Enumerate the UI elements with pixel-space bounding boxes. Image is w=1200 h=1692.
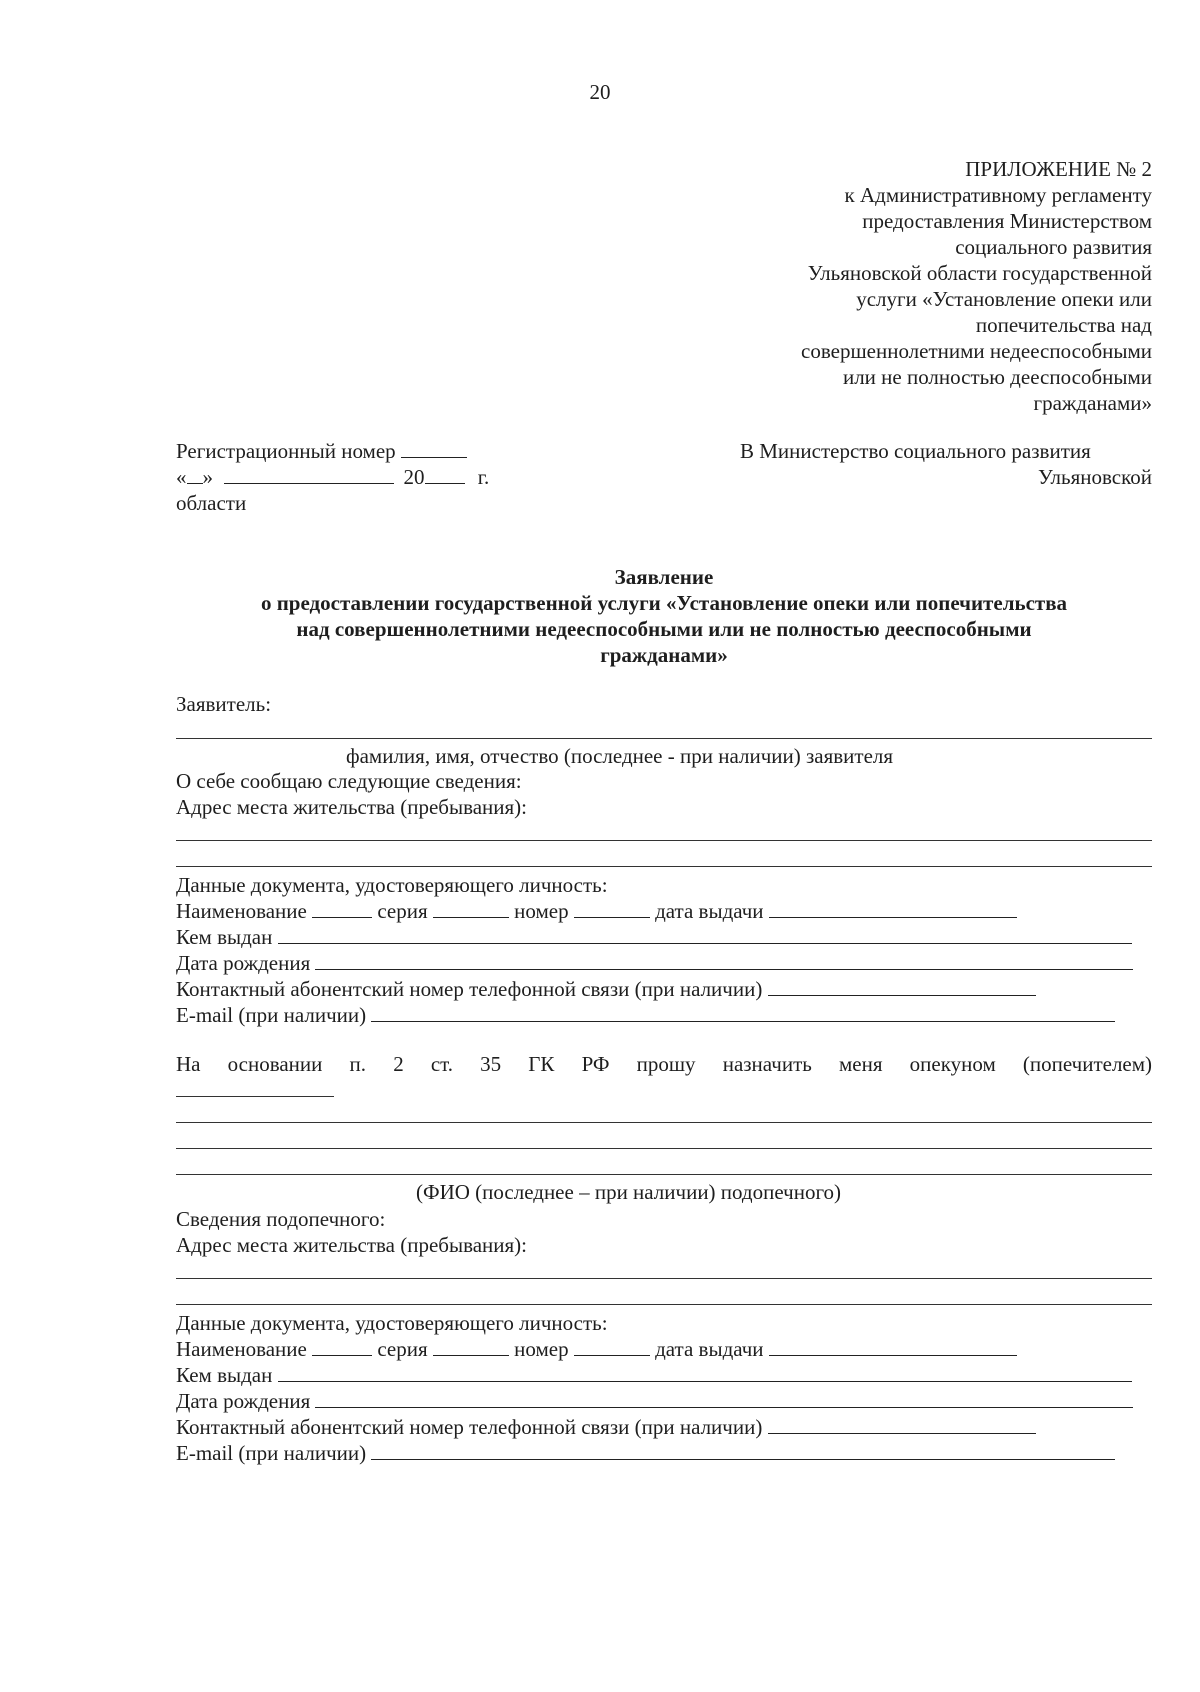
birth-date-field[interactable] bbox=[315, 951, 1133, 970]
registration-number-label: Регистрационный номер bbox=[176, 439, 396, 463]
request-word: назначить bbox=[722, 1052, 812, 1076]
month-field[interactable] bbox=[224, 465, 394, 484]
issued-by-field[interactable] bbox=[278, 925, 1132, 944]
heading-line: гражданами» bbox=[600, 643, 728, 667]
email-label: E-mail (при наличии) bbox=[176, 1003, 367, 1027]
request-word: основании bbox=[227, 1052, 323, 1076]
doc-series-field[interactable] bbox=[433, 899, 509, 918]
registration-date-row bbox=[176, 463, 489, 491]
page-number: 20 bbox=[589, 80, 611, 104]
request-word: прошу bbox=[636, 1052, 696, 1076]
ward-email-row bbox=[176, 1439, 1115, 1467]
ward-address-label: Адрес места жительства (пребывания): bbox=[176, 1233, 528, 1257]
ward-phone-label: Контактный абонентский номер телефонной связи (при наличии) bbox=[176, 1415, 763, 1439]
ward-email-field[interactable] bbox=[371, 1441, 1115, 1460]
ward-doc-number-label: номер bbox=[514, 1337, 569, 1361]
request-sentence bbox=[176, 1050, 1152, 1078]
appendix-line: к Административному регламенту bbox=[844, 183, 1152, 207]
phone-label: Контактный абонентский номер телефонной связи (при наличии) bbox=[176, 977, 763, 1001]
request-word: (попечителем) bbox=[1022, 1052, 1153, 1076]
ward-doc-date-label: дата выдачи bbox=[655, 1337, 764, 1361]
ward-birth-date-label: Дата рождения bbox=[176, 1389, 311, 1413]
ward-doc-date-field[interactable] bbox=[769, 1337, 1017, 1356]
addressee-line2: Ульяновской bbox=[1038, 465, 1152, 489]
applicant-name-line[interactable] bbox=[176, 738, 1152, 739]
ward-phone-row bbox=[176, 1413, 1036, 1441]
request-word: ГК bbox=[528, 1052, 555, 1076]
doc-name-label: Наименование bbox=[176, 899, 307, 923]
ward-address-line[interactable] bbox=[176, 1278, 1152, 1279]
heading-line: о предоставлении государственной услуги «Установление опеки или попечительства bbox=[260, 591, 1068, 615]
request-word: РФ bbox=[581, 1052, 610, 1076]
appendix-line: или не полностью дееспособными bbox=[842, 365, 1152, 389]
birth-date-label: Дата рождения bbox=[176, 951, 311, 975]
request-word: 35 bbox=[480, 1052, 502, 1076]
ward-doc-number-field[interactable] bbox=[574, 1337, 650, 1356]
applicant-address-line[interactable] bbox=[176, 840, 1152, 841]
doc-name-field[interactable] bbox=[312, 899, 372, 918]
year-suffix: г. bbox=[477, 465, 490, 489]
ward-name-caption: (ФИО (последнее – при наличии) подопечного) bbox=[416, 1180, 842, 1204]
ward-issued-by-label: Кем выдан bbox=[176, 1363, 273, 1387]
applicant-doc-header: Данные документа, удостоверяющего личность: bbox=[176, 873, 608, 897]
year-field[interactable] bbox=[425, 465, 465, 484]
appendix-line: совершеннолетними недееспособными bbox=[801, 339, 1152, 363]
ward-status-line[interactable] bbox=[176, 1096, 334, 1097]
request-word: На bbox=[176, 1052, 201, 1076]
date-close-quote: » bbox=[202, 465, 213, 489]
ward-doc-name-field[interactable] bbox=[312, 1337, 372, 1356]
ward-doc-name-label: Наименование bbox=[176, 1337, 307, 1361]
applicant-address-line[interactable] bbox=[176, 866, 1152, 867]
request-word: ст. bbox=[430, 1052, 453, 1076]
applicant-email-row bbox=[176, 1001, 1115, 1029]
ward-name-line[interactable] bbox=[176, 1174, 1152, 1175]
request-word: 2 bbox=[393, 1052, 404, 1076]
issued-by-label: Кем выдан bbox=[176, 925, 273, 949]
applicant-issued-row bbox=[176, 923, 1132, 951]
ward-header: Сведения подопечного: bbox=[176, 1207, 386, 1231]
applicant-doc-row bbox=[176, 897, 1017, 925]
appendix-line: услуги «Установление опеки или bbox=[856, 287, 1152, 311]
ward-birth-row bbox=[176, 1387, 1133, 1415]
applicant-about: О себе сообщаю следующие сведения: bbox=[176, 769, 522, 793]
registration-number-field[interactable] bbox=[401, 439, 467, 458]
ward-doc-series-field[interactable] bbox=[433, 1337, 509, 1356]
applicant-phone-row bbox=[176, 975, 1036, 1003]
appendix-line: предоставления Министерством bbox=[862, 209, 1152, 233]
appendix-line: социального развития bbox=[955, 235, 1152, 259]
region-tail: области bbox=[176, 491, 247, 515]
request-word: меня bbox=[838, 1052, 883, 1076]
applicant-address-label: Адрес места жительства (пребывания): bbox=[176, 795, 528, 819]
appendix-title: ПРИЛОЖЕНИЕ № 2 bbox=[965, 157, 1152, 181]
doc-series-label: серия bbox=[377, 899, 428, 923]
phone-field[interactable] bbox=[768, 977, 1036, 996]
ward-name-line[interactable] bbox=[176, 1148, 1152, 1149]
ward-name-line[interactable] bbox=[176, 1122, 1152, 1123]
ward-issued-row bbox=[176, 1361, 1132, 1389]
ward-doc-series-label: серия bbox=[377, 1337, 428, 1361]
heading-title: Заявление bbox=[614, 565, 714, 589]
ward-issued-by-field[interactable] bbox=[278, 1363, 1132, 1382]
ward-doc-header: Данные документа, удостоверяющего личность: bbox=[176, 1311, 608, 1335]
doc-number-field[interactable] bbox=[574, 899, 650, 918]
heading-line: над совершеннолетними недееспособными или не полностью дееспособными bbox=[296, 617, 1032, 641]
appendix-line: гражданами» bbox=[1033, 391, 1152, 415]
date-open-quote: « bbox=[176, 465, 187, 489]
request-word: п. bbox=[349, 1052, 367, 1076]
doc-number-label: номер bbox=[514, 899, 569, 923]
day-field[interactable] bbox=[187, 465, 203, 484]
ward-phone-field[interactable] bbox=[768, 1415, 1036, 1434]
ward-email-label: E-mail (при наличии) bbox=[176, 1441, 367, 1465]
addressee-line1: В Министерство социального развития bbox=[740, 439, 1091, 463]
appendix-line: попечительства над bbox=[975, 313, 1152, 337]
doc-date-field[interactable] bbox=[769, 899, 1017, 918]
applicant-birth-row bbox=[176, 949, 1133, 977]
applicant-name-caption: фамилия, имя, отчество (последнее - при наличии) заявителя bbox=[346, 744, 894, 768]
ward-birth-date-field[interactable] bbox=[315, 1389, 1133, 1408]
applicant-label: Заявитель: bbox=[176, 692, 272, 716]
year-prefix: 20 bbox=[403, 465, 425, 489]
doc-date-label: дата выдачи bbox=[655, 899, 764, 923]
ward-address-line[interactable] bbox=[176, 1304, 1152, 1305]
appendix-line: Ульяновской области государственной bbox=[807, 261, 1152, 285]
registration-number-row bbox=[176, 437, 467, 465]
email-field[interactable] bbox=[371, 1003, 1115, 1022]
request-word: опекуном bbox=[909, 1052, 996, 1076]
ward-doc-row bbox=[176, 1335, 1017, 1363]
